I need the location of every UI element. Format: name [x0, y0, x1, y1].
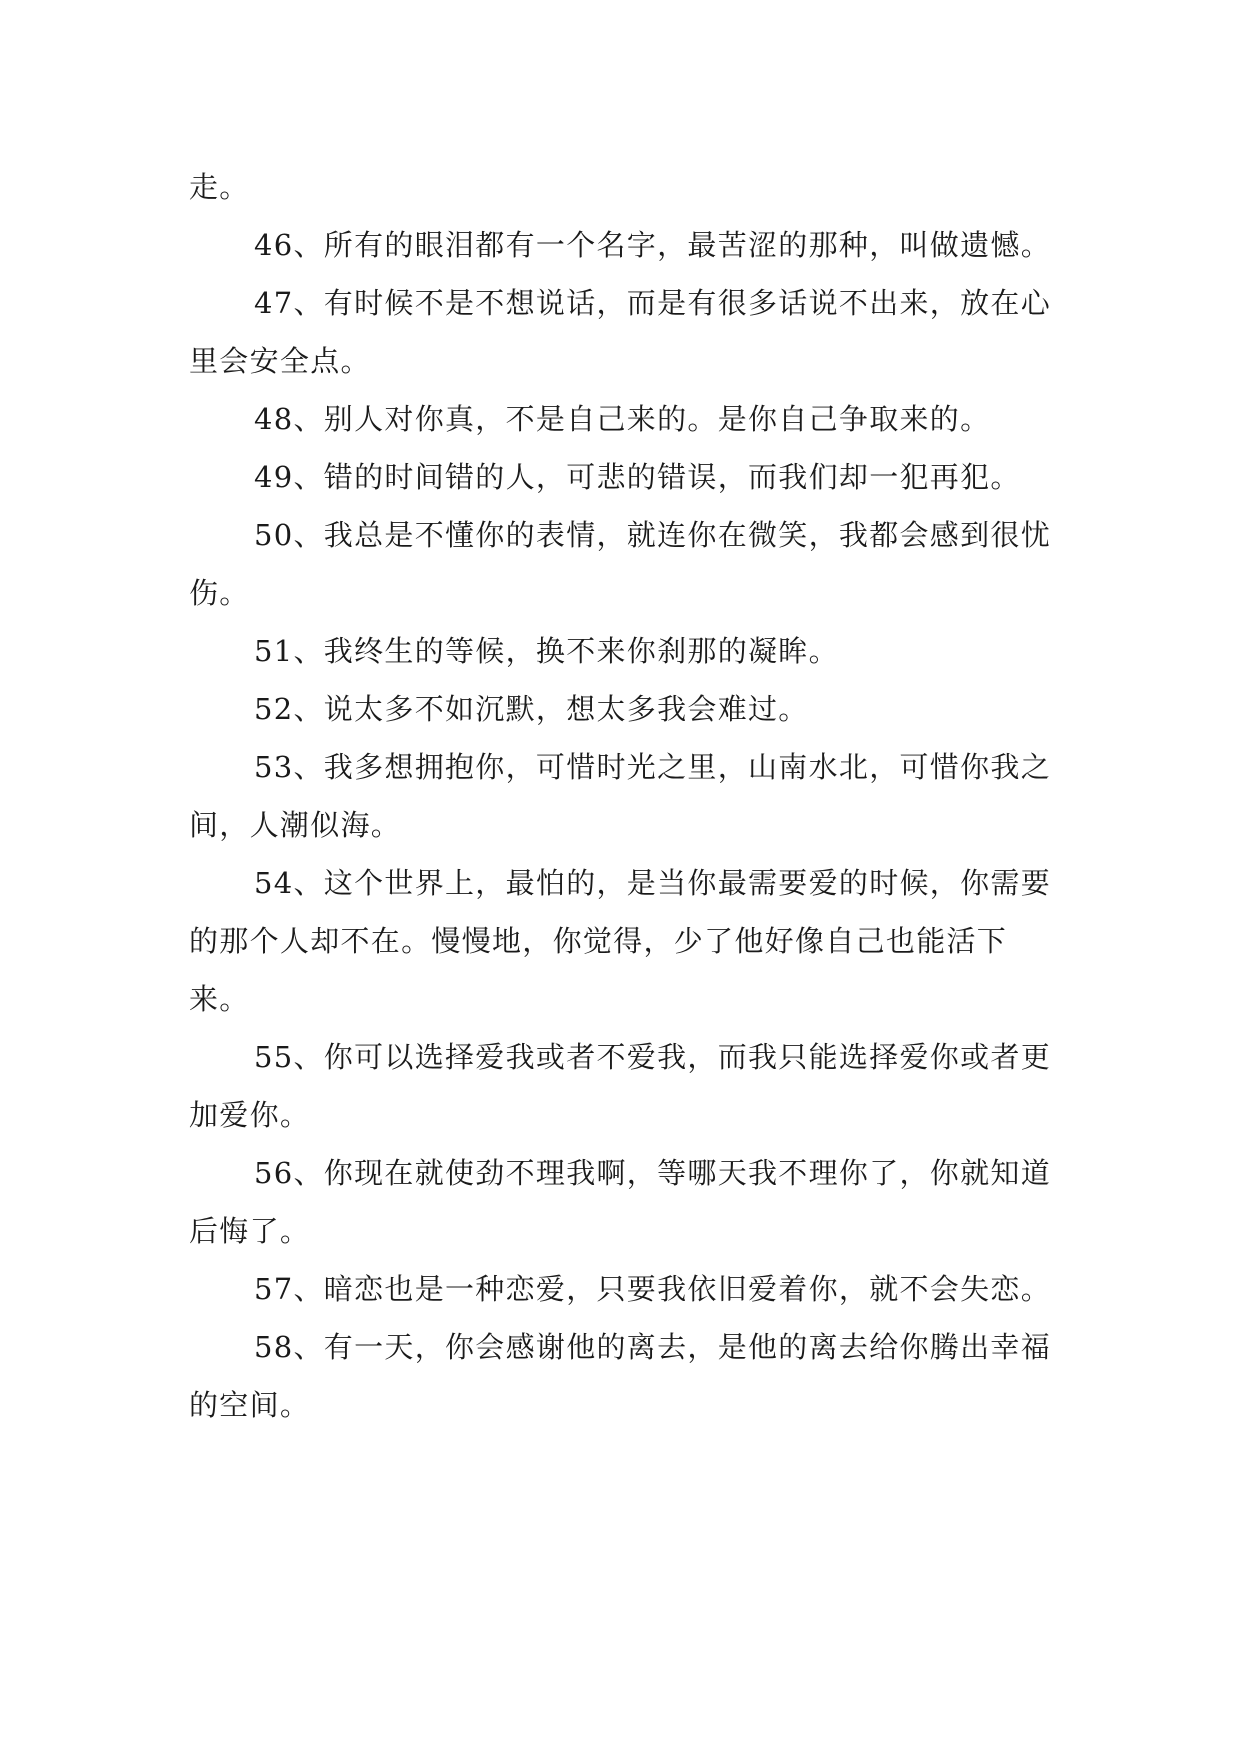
paragraph-52: 52、说太多不如沉默，想太多我会难过。 [254, 692, 809, 726]
paragraph-53: 53、我多想拥抱你，可惜时光之里，山南水北，可惜你我之间，人潮似海。 [189, 750, 1052, 842]
paragraph-continuation: 走。 [189, 170, 250, 204]
paragraph-58: 58、有一天，你会感谢他的离去，是他的离去给你腾出幸福的空间。 [189, 1330, 1052, 1422]
paragraph-56: 56、你现在就使劲不理我啊，等哪天我不理你了，你就知道后悔了。 [189, 1156, 1052, 1248]
paragraph-47: 47、有时候不是不想说话，而是有很多话说不出来，放在心里会安全点。 [189, 286, 1052, 378]
paragraph-55: 55、你可以选择爱我或者不爱我，而我只能选择爱你或者更加爱你。 [189, 1040, 1052, 1132]
paragraph-51: 51、我终生的等候，换不来你刹那的凝眸。 [254, 634, 839, 668]
paragraph-46: 46、所有的眼泪都有一个名字，最苦涩的那种，叫做遗憾。 [254, 228, 1052, 262]
paragraph-57: 57、暗恋也是一种恋爱，只要我依旧爱着你，就不会失恋。 [254, 1272, 1052, 1306]
document-body [189, 158, 1059, 1434]
paragraph-48: 48、别人对你真，不是自己来的。是你自己争取来的。 [254, 402, 991, 436]
paragraph-50: 50、我总是不懂你的表情，就连你在微笑，我都会感到很忧伤。 [189, 518, 1052, 610]
paragraph-49: 49、错的时间错的人，可悲的错误，而我们却一犯再犯。 [254, 460, 1021, 494]
paragraph-54: 54、这个世界上，最怕的，是当你最需要爱的时候，你需要的那个人却不在。慢慢地，你觉得，少了他好像自己也能活下来。 [189, 866, 1052, 1016]
